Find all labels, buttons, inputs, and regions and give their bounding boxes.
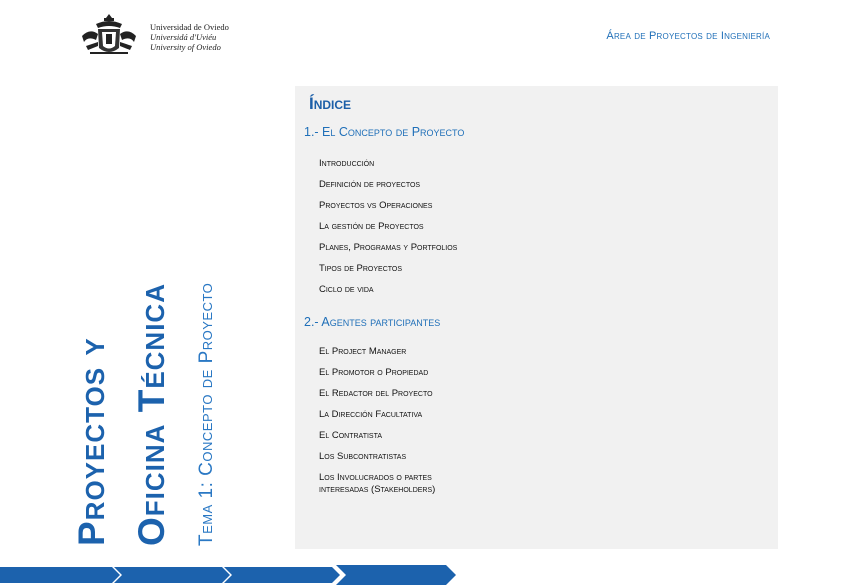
area-title: Área de Proyectos de Ingeniería [606, 30, 770, 42]
arrow-segment-1 [0, 567, 120, 583]
course-title-line2: Oficina Técnica [131, 283, 172, 546]
index-item: Tipos de Proyectos [319, 263, 403, 274]
university-crest-logo [76, 12, 142, 58]
index-item: La Dirección Facultativa [319, 409, 423, 420]
index-item: Proyectos vs Operaciones [319, 200, 433, 211]
index-item: Introducción [319, 158, 375, 169]
topic-subtitle: Tema 1: Concepto de Proyecto [196, 282, 217, 546]
index-heading: Índice [309, 94, 352, 113]
index-item: Planes, Programas y Portfolios [319, 242, 458, 253]
index-item: La gestión de Proyectos [319, 221, 424, 232]
progress-arrows [0, 565, 470, 585]
section-title-2: 2.- Agentes participantes [304, 315, 441, 329]
arrow-segment-2 [114, 567, 230, 583]
index-item: interesadas (Stakeholders) [319, 484, 436, 495]
index-item: El Contratista [319, 430, 383, 441]
index-item: Definición de proyectos [319, 179, 421, 190]
section-title-1: 1.- El Concepto de Proyecto [304, 125, 465, 139]
university-name-ast: Universidá d'Uviéu [150, 32, 217, 42]
university-name-es: Universidad de Oviedo [150, 22, 229, 32]
index-item: Ciclo de vida [319, 284, 374, 295]
index-item: El Project Manager [319, 346, 407, 357]
arrow-segment-4 [336, 565, 456, 585]
course-title-line1: Proyectos y [71, 337, 112, 546]
university-names [150, 22, 229, 52]
index-item: Los Subcontratistas [319, 451, 407, 462]
index-panel [295, 86, 778, 549]
index-item: El Promotor o Propiedad [319, 367, 429, 378]
arrow-segment-3 [224, 567, 340, 583]
index-item: Los Involucrados o partes [319, 472, 432, 483]
index-item: El Redactor del Proyecto [319, 388, 433, 399]
university-name-en: University of Oviedo [150, 42, 221, 52]
